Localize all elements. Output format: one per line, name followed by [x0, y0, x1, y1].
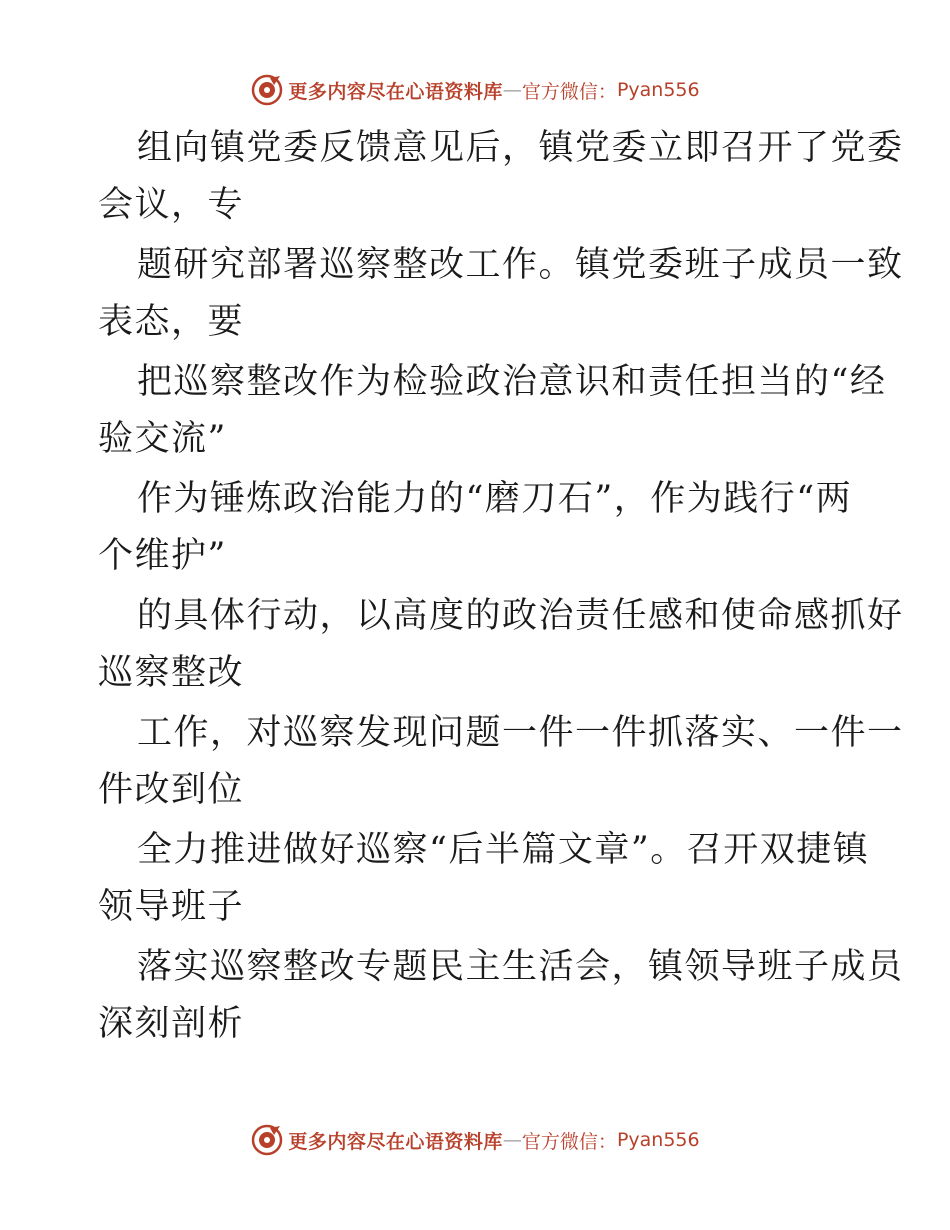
body-line: 个维护”: [98, 536, 227, 576]
body-line: 巡察整改: [98, 653, 245, 693]
body-line: 题研究部署巡察整改工作。镇党委班子成员一致: [137, 245, 904, 285]
body-line: 组向镇党委反馈意见后，镇党委立即召开了党委: [137, 128, 904, 168]
logo-icon: [250, 73, 284, 107]
watermark-separator: —: [502, 1129, 522, 1151]
footer-watermark: [0, 1120, 950, 1160]
watermark-separator: —: [502, 79, 522, 101]
body-line: 领导班子: [98, 887, 245, 927]
header-watermark: [0, 70, 950, 110]
watermark-wechat-label: 官方微信：: [521, 1130, 617, 1153]
watermark-main-text: 更多内容尽在心语资料库: [288, 80, 503, 103]
body-line: 验交流”: [98, 419, 227, 459]
logo-icon: [250, 1123, 284, 1157]
body-line: 的具体行动，以高度的政治责任感和使命感抓好: [137, 596, 904, 636]
body-line: 全力推进做好巡察“后半篇文章”。召开双捷镇: [137, 830, 870, 870]
body-line: 工作，对巡察发现问题一件一件抓落实、一件一: [137, 713, 904, 753]
body-line: 作为锤炼政治能力的“磨刀石”，作为践行“两: [137, 479, 853, 519]
watermark-wechat-id: Pyan556: [616, 79, 700, 101]
body-line: 把巡察整改作为检验政治意识和责任担当的“经: [137, 362, 887, 402]
watermark-wechat-label: 官方微信：: [521, 80, 617, 103]
body-line: 件改到位: [98, 770, 245, 810]
body-line: 落实巡察整改专题民主生活会，镇领导班子成员: [137, 947, 904, 987]
watermark-wechat-id: Pyan556: [616, 1129, 700, 1151]
body-line: 表态，要: [98, 302, 245, 342]
body-line: 会议，专: [98, 185, 245, 225]
watermark-main-text: 更多内容尽在心语资料库: [288, 1130, 503, 1153]
body-line: 深刻剖析: [98, 1004, 245, 1044]
